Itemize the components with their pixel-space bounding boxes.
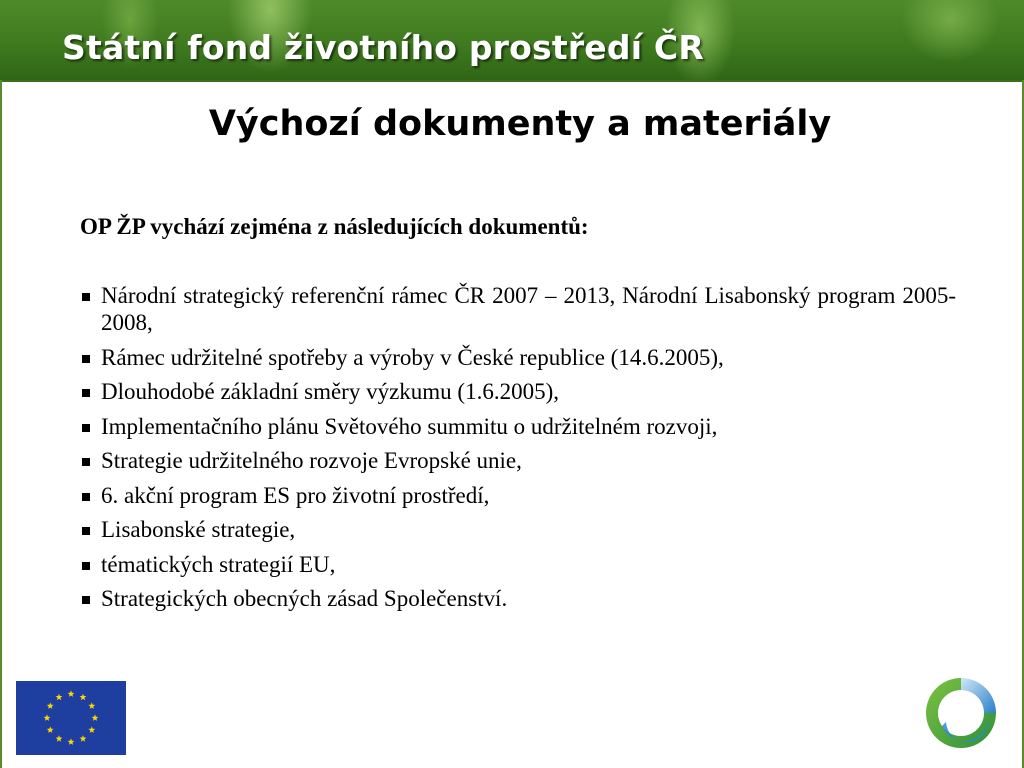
list-item-text: Rámec udržitelné spotřeby a výroby v České republice (14.6.2005), — [101, 344, 724, 370]
list-item — [80, 378, 956, 405]
sfzp-logo-icon — [922, 674, 1000, 752]
list-item-text: Strategie udržitelného rozvoje Evropské unie, — [101, 448, 522, 473]
square-bullet-icon — [82, 596, 90, 604]
list-item — [80, 413, 956, 440]
document-list — [80, 282, 956, 620]
eu-flag-icon — [16, 681, 126, 755]
list-item — [80, 344, 956, 371]
square-bullet-icon — [82, 389, 90, 397]
list-item-text: Lisabonské strategie, — [101, 517, 296, 542]
square-bullet-icon — [82, 293, 90, 301]
slide-title: Výchozí dokumenty a materiály — [208, 104, 832, 144]
square-bullet-icon — [82, 493, 90, 501]
frame-left-border — [0, 80, 2, 768]
square-bullet-icon — [82, 527, 90, 535]
list-item — [80, 482, 956, 509]
list-item — [80, 585, 956, 612]
list-item-text: tématických strategií EU, — [101, 551, 336, 577]
list-item-text: Dlouhodobé základní směry výzkumu (1.6.2005), — [101, 379, 559, 404]
list-item — [80, 447, 956, 474]
header-title: Státní fond životního prostředí ČR — [62, 28, 704, 67]
list-item — [80, 516, 956, 543]
square-bullet-icon — [82, 458, 90, 466]
header-banner — [0, 0, 1024, 82]
square-bullet-icon — [82, 424, 90, 432]
list-item-text: Strategických obecných zásad Společenství. — [101, 586, 508, 611]
list-item-text: Národní strategický referenční rámec ČR 2007 – 2013, Národní Lisabonský program 2005-2008, — [101, 283, 956, 335]
square-bullet-icon — [82, 355, 90, 363]
list-item-text: 6. akční program ES pro životní prostředí, — [101, 482, 490, 508]
list-item — [80, 282, 956, 336]
list-item — [80, 551, 956, 578]
intro-text: OP ŽP vychází zejména z následujících dokumentů: — [80, 214, 589, 239]
square-bullet-icon — [82, 562, 90, 570]
list-item-text: Implementačního plánu Světového summitu o udržitelném rozvoji, — [101, 413, 718, 439]
